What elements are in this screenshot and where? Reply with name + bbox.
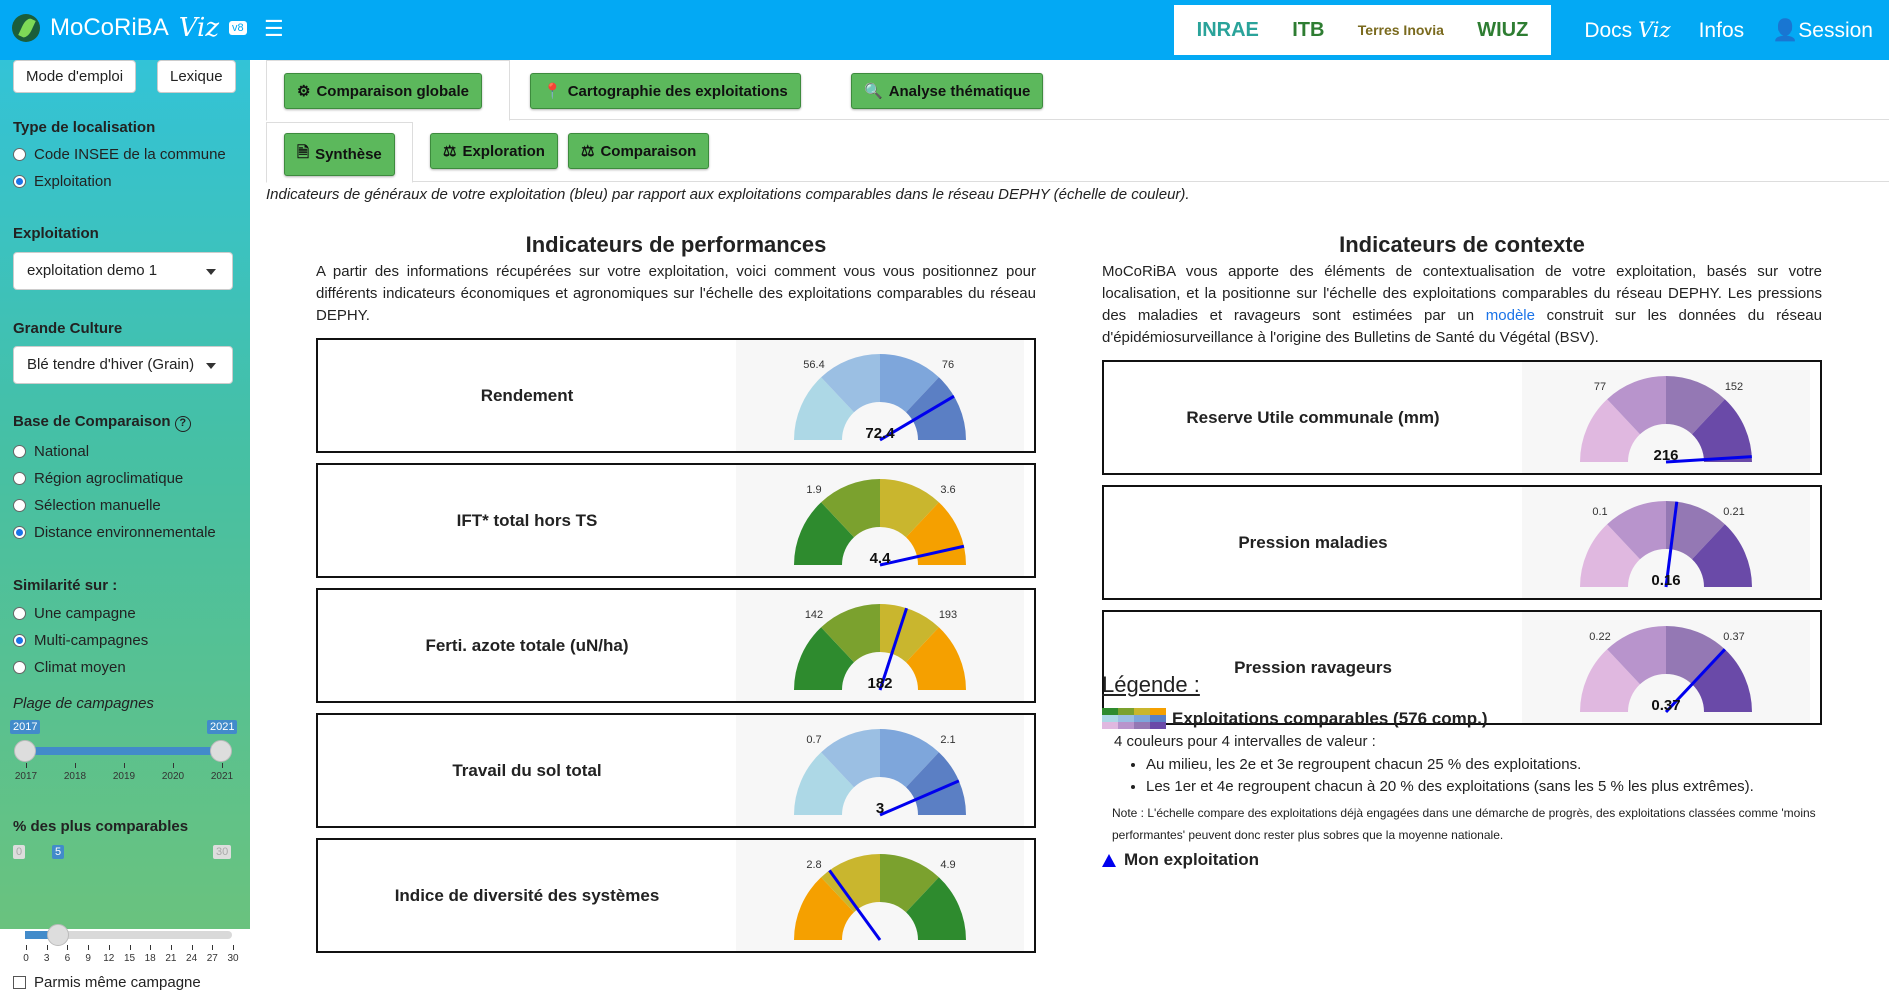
tick-mark xyxy=(47,945,48,950)
gauge-label: Pression maladies xyxy=(1238,532,1388,552)
slider-min-badge: 2017 xyxy=(10,720,40,734)
tick-label: 2017 xyxy=(14,771,38,782)
gauge-low-label: 0.7 xyxy=(806,734,822,746)
legend-bullet-2: • Les 1er et 4e regroupent chacun à 20 % des exploitations (sans les 5 % les plus extrêmes). xyxy=(1146,776,1822,798)
gauge-label: Reserve Utile communale (mm) xyxy=(1186,407,1440,427)
gauge-label: Travail du sol total xyxy=(452,760,602,780)
file-icon: 🗎 xyxy=(297,144,310,161)
mode-emploi-button[interactable]: Mode d'emploi xyxy=(13,60,136,93)
tick-mark xyxy=(124,763,125,768)
gauge xyxy=(736,340,1024,451)
pct-min-badge: 0 xyxy=(13,845,25,859)
tick-label: 2019 xyxy=(112,771,136,782)
hamburger-menu-icon[interactable]: ☰ xyxy=(264,16,284,41)
tick-label: 27 xyxy=(206,953,218,964)
itb-logo: ITB xyxy=(1292,18,1325,41)
tick-mark xyxy=(233,945,234,950)
gauge-high-label: 152 xyxy=(1724,381,1744,393)
gauge-low-label: 77 xyxy=(1593,381,1607,393)
tick-mark xyxy=(109,945,110,950)
perf-text: A partir des informations récupérées sur votre exploitation, voici comment vous vous positionnez pour différents indicateurs économiques et agronomiques sur l'échelle des exploitations comparables du réseau DEPHY. xyxy=(316,263,1036,324)
tick-mark xyxy=(88,945,89,950)
tick-mark xyxy=(222,763,223,768)
gauge-high-label: 0.37 xyxy=(1723,631,1745,643)
gauge-label: Indice de diversité des systèmes xyxy=(394,885,660,905)
tick-mark xyxy=(150,945,151,950)
flask-icon: ⚖ xyxy=(581,143,595,160)
triangle-icon xyxy=(1102,854,1116,867)
gauge xyxy=(1522,362,1810,473)
culture-select[interactable]: Blé tendre d'hiver (Grain) xyxy=(13,346,233,384)
radio-une-campagne[interactable]: Une campagne xyxy=(13,605,136,622)
pct-max-badge: 30 xyxy=(213,845,231,859)
parmis-meme-campagne-checkbox[interactable]: Parmis même campagne xyxy=(13,974,201,991)
tick-label: 9 xyxy=(85,953,91,964)
gauge-label: Pression ravageurs xyxy=(1234,657,1392,677)
sidebar xyxy=(0,60,250,991)
radio-exploitation[interactable]: Exploitation xyxy=(13,173,112,190)
tick-label: 21 xyxy=(165,953,177,964)
slider-max-badge: 2021 xyxy=(207,720,237,734)
help-circle-icon: ? xyxy=(175,416,191,432)
tick-label: 2018 xyxy=(63,771,87,782)
exploitation-title: Exploitation xyxy=(13,225,99,242)
legend-title: Légende : xyxy=(1102,672,1200,697)
gauge-value: 3 xyxy=(875,800,885,817)
gauge-high-label: 76 xyxy=(941,359,955,371)
tabs-level-2 xyxy=(266,122,1889,182)
ctx-title: Indicateurs de contexte xyxy=(1339,232,1585,257)
exploitation-select[interactable]: exploitation demo 1 xyxy=(13,252,233,290)
ctx-text: MoCoRiBA vous apporte des éléments de contextualisation de votre exploitation, basés sur votre localisation, et la positionne sur l'échelle des exploitations comparables du réseau DEPHY. Les pressions des maladies et ravageurs sont estimées par un modèle construit sur les données du réseau d'épidémiosurveillance à l'origine des Bulletins de Santé du Végétal (BSV). xyxy=(1102,263,1822,346)
tick-mark xyxy=(130,945,131,950)
radio-region[interactable]: Région agroclimatique xyxy=(13,470,183,487)
nav-infos[interactable]: Infos xyxy=(1698,18,1745,42)
gauge-value: 182 xyxy=(867,675,893,692)
gauge xyxy=(736,715,1024,826)
gauge-card xyxy=(316,838,1036,953)
intro-text: Indicateurs de généraux de votre exploitation (bleu) par rapport aux exploitations comparables dans le réseau DEPHY (échelle de couleur). xyxy=(266,186,1190,203)
radio-national[interactable]: National xyxy=(13,443,89,460)
user-icon: 👤 xyxy=(1772,18,1799,42)
tick-label: 2020 xyxy=(161,771,185,782)
type-localisation-title: Type de localisation xyxy=(13,119,156,136)
color-scale-icon xyxy=(1102,708,1166,729)
main-nav xyxy=(1584,18,1873,43)
gauge-low-label: 1.9 xyxy=(806,484,822,496)
inrae-logo: INRAE xyxy=(1196,18,1259,41)
tick-label: 30 xyxy=(227,953,239,964)
legend-mine: Mon exploitation xyxy=(1102,850,1822,870)
tick-mark xyxy=(67,945,68,950)
tick-mark xyxy=(26,945,27,950)
gauge-high-label: 2.1 xyxy=(940,734,956,746)
modele-link[interactable]: modèle xyxy=(1485,307,1535,324)
tick-label: 12 xyxy=(103,953,115,964)
gauge xyxy=(736,465,1024,576)
gauge-card xyxy=(1102,360,1822,475)
gauge-label: Rendement xyxy=(480,385,574,405)
flask-icon: ⚖ xyxy=(443,143,457,160)
nav-docs[interactable]: Docs Viz xyxy=(1584,18,1671,42)
top-navbar xyxy=(0,0,1889,60)
gauge-high-label: 4.9 xyxy=(940,859,956,871)
tick-label: 0 xyxy=(23,953,29,964)
version-badge: v8 xyxy=(229,21,247,35)
plage-campagnes-title: Plage de campagnes xyxy=(13,695,154,712)
radio-selection-manuelle[interactable]: Sélection manuelle xyxy=(13,497,161,514)
nav-session[interactable]: 👤Session xyxy=(1772,18,1873,42)
slider-handle-min[interactable] xyxy=(14,740,36,762)
tab-analyse-thematique[interactable]: 🔍 Analyse thématique xyxy=(851,73,1043,109)
pct-slider-handle[interactable] xyxy=(47,924,69,946)
pct-comparables-title: % des plus comparables xyxy=(13,818,189,835)
lexique-button[interactable]: Lexique xyxy=(157,60,236,93)
slider-handle-max[interactable] xyxy=(210,740,232,762)
perf-title: Indicateurs de performances xyxy=(525,232,827,257)
radio-climat-moyen[interactable]: Climat moyen xyxy=(13,659,126,676)
gauge-low-label: 2.8 xyxy=(806,859,822,871)
similarite-title: Similarité sur : xyxy=(13,577,118,594)
brand-name: MoCoRiBA xyxy=(50,14,169,41)
tick-label: 3 xyxy=(43,953,50,964)
tick-mark xyxy=(212,945,213,950)
gauge xyxy=(736,590,1024,701)
base-comparaison-title: Base de Comparaison ? xyxy=(13,413,191,432)
gauge-low-label: 142 xyxy=(804,609,824,621)
brand[interactable] xyxy=(12,13,247,43)
gauge-value: 0.16 xyxy=(1651,572,1681,589)
gauge-card xyxy=(1102,485,1822,600)
legend xyxy=(1102,672,1822,870)
tick-mark xyxy=(173,763,174,768)
grande-culture-title: Grande Culture xyxy=(13,320,123,337)
tick-label: 24 xyxy=(186,953,198,964)
tabs-level-1 xyxy=(266,60,1889,120)
gauge-low-label: 56.4 xyxy=(803,359,825,371)
gauge-card xyxy=(316,713,1036,828)
leaf-logo-icon xyxy=(12,14,40,42)
legend-line1: 4 couleurs pour 4 intervalles de valeur : xyxy=(1114,733,1376,750)
cogs-icon: ⚙ xyxy=(297,83,311,100)
tick-label: 15 xyxy=(123,953,136,964)
pct-value-badge: 5 xyxy=(52,845,64,859)
gauge xyxy=(1522,487,1810,598)
tick-label: 6 xyxy=(64,953,71,964)
tab-comparaison-globale[interactable]: ⚙ Comparaison globale xyxy=(284,73,482,109)
tick-mark xyxy=(171,945,172,950)
tab-comparaison[interactable]: ⚖ Comparaison xyxy=(568,133,709,169)
wiuz-logo: WIUZ xyxy=(1477,18,1529,41)
legend-comparables: Exploitations comparables (576 comp.) xyxy=(1102,708,1822,729)
legend-bullet-1: • Au milieu, les 2e et 3e regroupent chacun 25 % des exploitations. xyxy=(1146,754,1822,776)
tick-mark xyxy=(75,763,76,768)
gauge-label: IFT* total hors TS xyxy=(456,510,598,530)
gauge-high-label: 193 xyxy=(938,609,958,621)
gauge-low-label: 0.1 xyxy=(1592,506,1608,518)
search-icon: 🔍 xyxy=(864,83,883,100)
tick-label: 18 xyxy=(144,953,156,964)
gauge-card xyxy=(316,338,1036,453)
brand-viz: Viz xyxy=(178,13,220,43)
gauge-value: 4.4 xyxy=(869,550,891,567)
terres-inovia-logo: Terres Inovia xyxy=(1357,22,1444,38)
legend-note: Note : L'échelle compare des exploitations déjà engagées dans une démarche de progrès, des exploitations classées comme 'moins performantes' peuvent donc rester plus sobres que la moyenne nationale. xyxy=(1112,806,1816,842)
radio-code-insee[interactable]: Code INSEE de la commune xyxy=(13,146,226,163)
tab-cartographie[interactable]: 📍 Cartographie des exploitations xyxy=(530,73,801,109)
gauge-value: 216 xyxy=(1653,447,1679,464)
tick-mark xyxy=(192,945,193,950)
chevron-down-icon xyxy=(206,363,216,369)
tab-exploration[interactable]: ⚖ Exploration xyxy=(430,133,558,169)
radio-multi-campagnes[interactable]: Multi-campagnes xyxy=(13,632,148,649)
gauge-card xyxy=(316,588,1036,703)
chevron-down-icon xyxy=(206,269,216,275)
map-pin-icon: 📍 xyxy=(543,83,562,100)
gauge-high-label: 3.6 xyxy=(940,484,956,496)
radio-distance-env[interactable]: Distance environnementale xyxy=(13,524,216,541)
partner-logos xyxy=(1174,5,1551,55)
gauge-high-label: 0.21 xyxy=(1723,506,1745,518)
gauge-value: 72.4 xyxy=(865,425,895,442)
tick-mark xyxy=(26,763,27,768)
gauge xyxy=(736,840,1024,951)
gauge-card xyxy=(316,463,1036,578)
tick-label: 2021 xyxy=(210,771,234,782)
gauge-low-label: 0.22 xyxy=(1589,631,1611,643)
gauge-value: 0.37 xyxy=(1651,697,1681,714)
tab-synthese[interactable]: 🗎 Synthèse xyxy=(284,133,395,176)
gauge-label: Ferti. azote totale (uN/ha) xyxy=(425,635,629,655)
